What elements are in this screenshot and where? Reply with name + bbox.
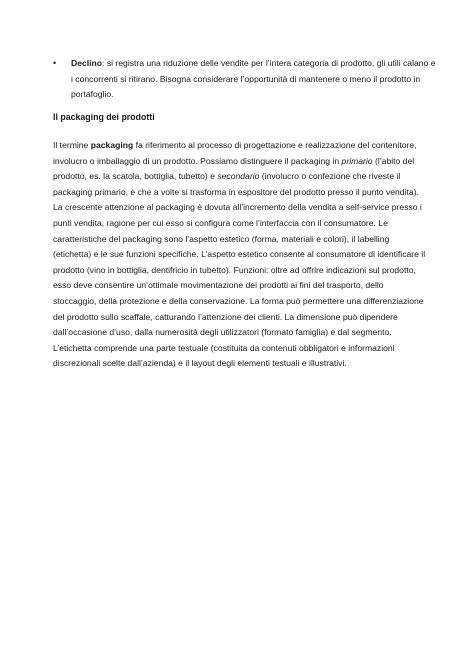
bullet-description: : si registra una riduzione delle vendite per l’intera categoria di prodotto, gli utili calano e i concorrenti si ritirano. Bisogna considerare l’opportunità di mantenere o meno il prodotto in portafoglio. xyxy=(71,58,436,100)
bullet-text xyxy=(71,56,438,103)
body-paragraph xyxy=(53,138,428,372)
secondario-term: secondario xyxy=(217,171,260,182)
bullet-term: Declino xyxy=(71,58,103,68)
primario-term: primario xyxy=(341,155,373,166)
paragraph-text-3: (l’abito del prodotto, es. la scatola, bottiglia, tubetto) e xyxy=(53,155,415,182)
paragraph-text-4: (involucro o confezione che riveste il packaging primario, e che a volte si trasforma in espositore del prodotto presso il punto vendita). La crescente attenzione al packaging è dovuta all’incremento della vendita a self-service presso i punti vendita, ragione per cui esso si configura come l’interfaccia con il consumatore. Le caratteristiche del packaging sono l’aspetto estetico (forma, materiali e colori), il labelling (etichetta) e le sue funzioni specifiche. L’aspetto estetico consente al consumatore di identificare il prodotto (vino in bottiglia, dentifricio in tubetto). Funzioni: oltre ad offrire indicazioni sul prodotto, esso deve consentire un’ottimale movimentazione dei prodotti ai fini del trasporto, dello stoccaggio, della protezione e della conservazione. La forma può permettere una differenziazione del prodotto sullo scaffale, catturando l’attenzione dei clienti. La dimensione può dipendere dall’occasione d’uso, dalla numerosità degli utilizzatori (formato famiglia) e dal segmento. L’etichetta comprende una parte testuale (costituita da contenuti obbligatori e informazioni discrezionali scelte dall’azienda) e il layout degli elementi testuali e illustrativi. xyxy=(53,171,426,369)
paragraph-text-1: Il termine xyxy=(53,140,91,150)
bullet-item-declino xyxy=(53,56,438,103)
paragraph-text-2: fa riferimento al processo di progettazione e realizzazione del contenitore, involucro o imballaggio di un prodotto. Possiamo distinguere il packaging in xyxy=(53,140,417,166)
bullet-icon: • xyxy=(53,58,57,68)
packaging-term: packaging xyxy=(90,140,134,150)
section-heading: Il packaging dei prodotti xyxy=(53,112,155,122)
